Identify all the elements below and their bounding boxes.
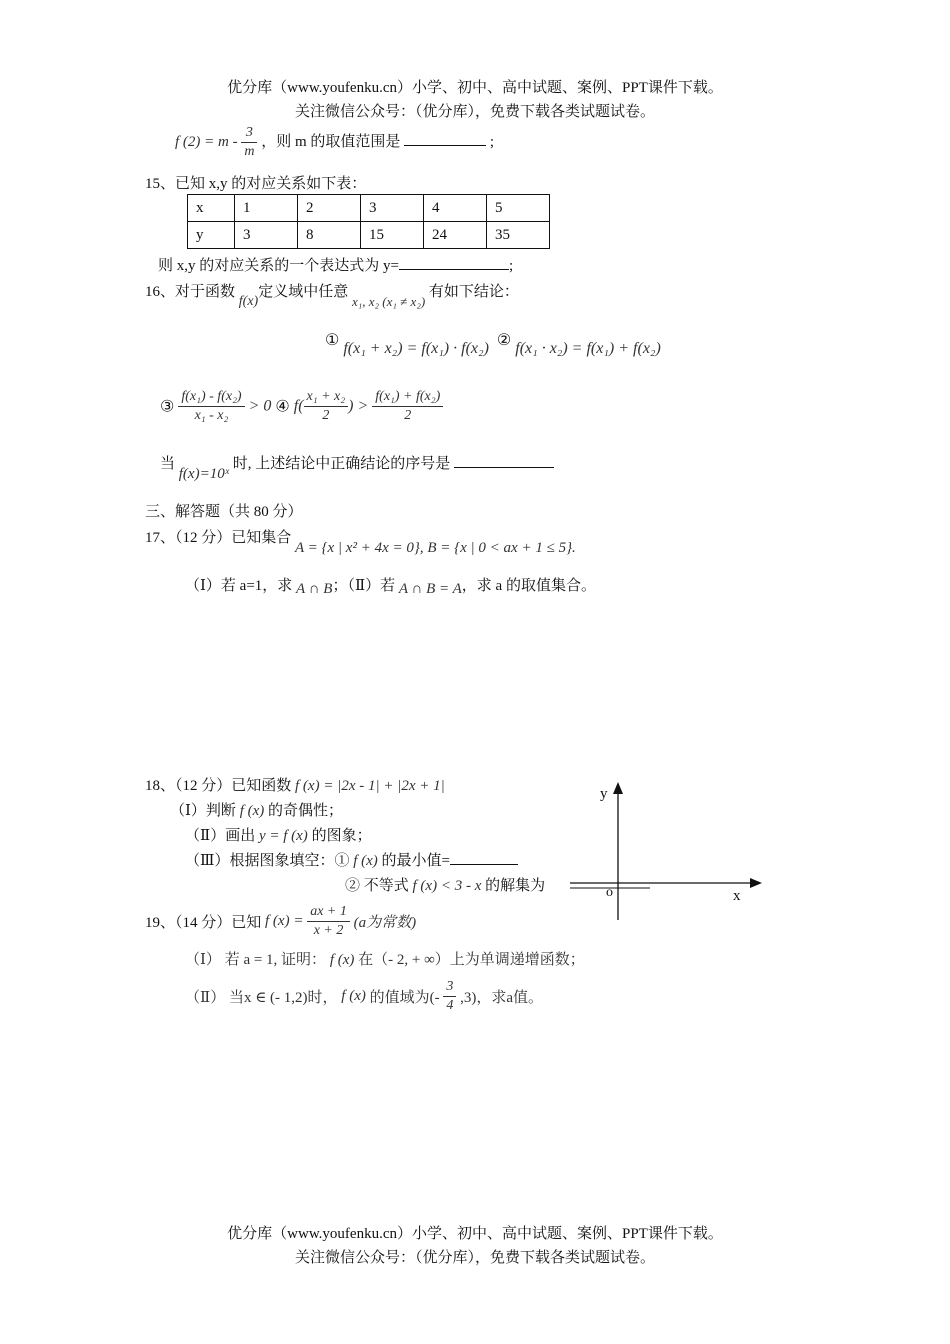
q14-text: ，则 m 的取值范围是 (261, 133, 401, 150)
q17-p1-math: A ∩ B (296, 581, 333, 597)
table-cell: 24 (424, 222, 487, 249)
q19-p2-fraction (443, 978, 456, 1015)
q19-intro-text: 19、（14 分）已知 (145, 915, 262, 931)
q14-frac-den: m (244, 144, 255, 159)
footer-line-1: 优分库（www.youfenku.cn）小学、初中、高中试题、案例、PPT课件下载。 (227, 1226, 723, 1242)
q15-ask (158, 254, 513, 275)
q15-answer-blank (399, 255, 509, 270)
q16-c4-lhs-pre: f( (293, 397, 304, 415)
q18-p2-b: 的图象； (311, 828, 372, 844)
q18-p4-math: f (x) < 3 - x (412, 878, 482, 894)
q16-vars: x₁, x₂ (x₁ ≠ x₂) (351, 294, 426, 309)
x-axis-arrow-icon (750, 878, 762, 888)
q16-c2-mark: ② (496, 332, 512, 349)
q18-part-3 (185, 849, 518, 870)
q16-conclusions-1-2 (325, 330, 661, 357)
q19-lhs: f (x) = (265, 913, 304, 929)
q18-p3-math: f (x) (353, 853, 378, 869)
q17-p1-a: （Ⅰ）若 a=1，求 (185, 578, 293, 594)
table-cell: 8 (298, 222, 361, 249)
q18-part-4 (345, 874, 545, 895)
table-row-x (188, 195, 550, 222)
q14-lhs: f (2) = m - (175, 133, 238, 150)
axis-y-label: y (600, 786, 608, 802)
table-cell: y (188, 222, 235, 249)
table-cell: 15 (361, 222, 424, 249)
q16-when-fx: f(x)=10ˣ (178, 466, 229, 482)
footer-line-2: 关注微信公众号：（优分库），免费下载各类试题试卷。 (294, 1250, 655, 1266)
q16-fx: f(x) (238, 294, 259, 309)
q15-end: ; (508, 258, 514, 274)
q19-p2-den: 4 (446, 998, 454, 1013)
q19-den: x + 2 (313, 923, 344, 938)
header-line-2: 关注微信公众号：（优分库），免费下载各类试题试卷。 (294, 104, 655, 120)
q19-p1-math: f (x) (329, 952, 355, 968)
q15-ask-text: 则 x,y 的对应关系的一个表达式为 y= (158, 258, 399, 274)
q18-p3-a: （Ⅲ）根据图象填空：① (185, 853, 350, 869)
axis-x-label: x (733, 888, 741, 904)
q16-when-b: 时, 上述结论中正确结论的序号是 (232, 456, 451, 472)
q18-intro-text: 18、（12 分）已知函数 (145, 778, 292, 794)
q19-p1-a: （Ⅰ） (185, 952, 221, 968)
q14-frac-num: 3 (241, 124, 257, 143)
q17-intro-text: 17、（12 分）已知集合 (145, 530, 292, 546)
q19-part-1 (185, 948, 585, 969)
q18-p4-b: 的解集为 (485, 878, 546, 894)
q18-p2-a: （Ⅱ）画出 (185, 828, 256, 844)
q16-c4-rhs-num: f(x₁) + f(x₂) (372, 388, 443, 407)
q16-conclusions-3-4 (160, 388, 443, 425)
q19-p2-b: 当x ∈ (- 1,2)时， (228, 990, 338, 1006)
q16-c3-mark: ③ (160, 398, 175, 416)
table-cell: 3 (361, 195, 424, 222)
q19-p1-c: 在（- 2, + ∞）上为单调递增函数； (358, 952, 585, 968)
y-axis-arrow-icon (613, 782, 623, 794)
q18-p1-a: （Ⅰ）判断 (170, 803, 236, 819)
table-cell: 2 (298, 195, 361, 222)
q19-intro (145, 903, 416, 940)
q19-p1-b: 若 a = 1, 证明： (224, 952, 327, 968)
xy-table (187, 194, 550, 249)
q18-p1-math: f (x) (239, 803, 265, 819)
q16-c3-rhs: > 0 (248, 397, 272, 415)
q16-c4-rhs-den: 2 (404, 408, 412, 423)
q17-intro (145, 526, 576, 556)
q18-p3-b: 的最小值= (381, 853, 451, 869)
q16-c4-lhs-post: ) > (348, 397, 369, 415)
table-row-y (188, 222, 550, 249)
q17-p2-math: A ∩ B = A (398, 581, 462, 597)
q16-c4-lhs-fraction (304, 388, 349, 425)
q18-func: f (x) = |2x - 1| + |2x + 1| (295, 778, 445, 794)
q16-intro-a: 16、对于函数 (145, 284, 236, 300)
q19-p2-a: （Ⅱ） (185, 990, 226, 1006)
q18-part-1 (170, 799, 343, 820)
q18-p4-a: ② 不等式 (345, 878, 409, 894)
q16-c2: f(x₁ · x₂) = f(x₁) + f(x₂) (515, 340, 661, 357)
q19-tail: (a为常数) (353, 915, 417, 931)
q16-c4-mark: ④ (275, 398, 290, 416)
table-cell: x (188, 195, 235, 222)
q16-c4-lhs-num: x₁ + x₂ (304, 388, 349, 407)
q19-p2-d: ,3)，求a值。 (460, 990, 544, 1006)
q14-tail (175, 124, 494, 161)
q16-c1-mark: ① (325, 332, 340, 349)
q19-part-2 (185, 978, 543, 1015)
q16-c3-num: f(x₁) - f(x₂) (178, 388, 244, 407)
table-cell: 3 (235, 222, 298, 249)
q19-p2-c: 的值域为(- (369, 990, 440, 1006)
table-cell: 4 (424, 195, 487, 222)
axis-origin-label: o (606, 885, 613, 900)
q18-p2-math: y = f (x) (258, 828, 308, 844)
q16-c4-lhs-den: 2 (322, 408, 330, 423)
q17-parts (185, 574, 596, 595)
table-cell: 1 (235, 195, 298, 222)
q16-c4-rhs-fraction (372, 388, 443, 425)
q19-p2-math: f (x) (341, 988, 366, 1004)
q19-p2-num: 3 (443, 978, 456, 997)
q16-intro (145, 280, 519, 309)
q16-answer-blank (454, 453, 554, 468)
q14-end: ; (489, 133, 495, 150)
q16-intro-b: 定义域中任意 (258, 284, 349, 300)
q16-c1: f(x₁ + x₂) = f(x₁) · f(x₂) (343, 340, 489, 357)
q16-c3-fraction (178, 388, 244, 425)
q19-num: ax + 1 (307, 903, 350, 922)
header-line-1: 优分库（www.youfenku.cn）小学、初中、高中试题、案例、PPT课件下载。 (227, 80, 723, 96)
q19-fraction (307, 903, 350, 940)
q16-c3-den: x₁ - x₂ (194, 408, 229, 423)
q18-part-2 (185, 824, 372, 845)
q18-p1-b: 的奇偶性； (268, 803, 344, 819)
table-cell: 5 (487, 195, 550, 222)
q14-answer-blank (404, 131, 486, 146)
q18-intro (145, 774, 445, 795)
q17-sets: A = {x | x² + 4x = 0}, B = {x | 0 < ax + 1 ≤ 5}. (295, 540, 576, 556)
q17-p2-b: ，求 a 的取值集合。 (461, 578, 596, 594)
q16-intro-c: 有如下结论： (428, 284, 519, 300)
q18-min-blank (450, 850, 518, 865)
q16-when-a: 当 (160, 456, 176, 472)
q14-fraction (241, 124, 257, 161)
q15-intro: 15、已知 x,y 的对应关系如下表： (145, 176, 367, 192)
section-3-title: 三、解答题（共 80 分） (145, 504, 303, 520)
q16-question (160, 452, 554, 482)
table-cell: 35 (487, 222, 550, 249)
q17-p1-b: ；（Ⅱ）若 (332, 578, 396, 594)
